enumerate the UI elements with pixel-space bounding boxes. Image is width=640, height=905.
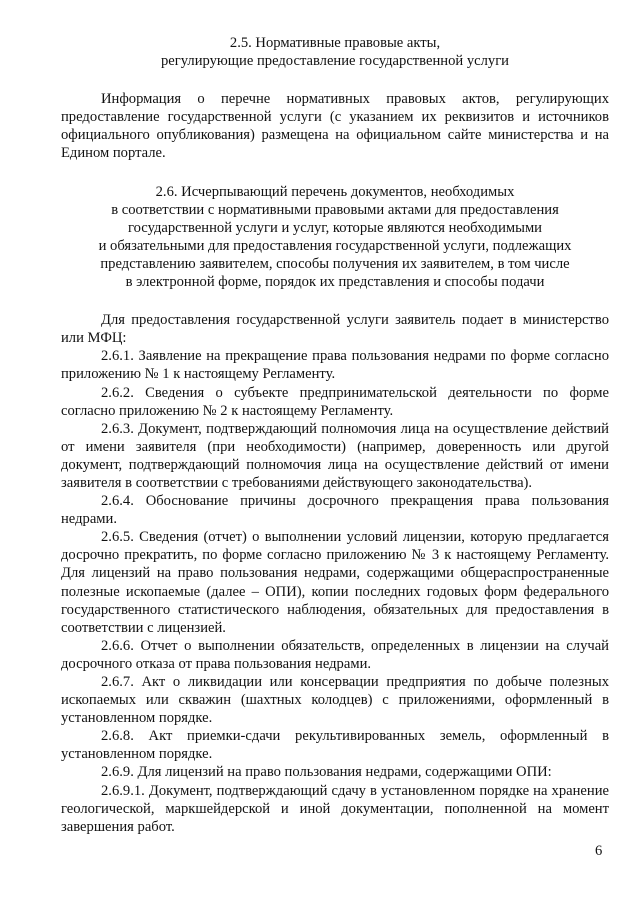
list-item-2-6-3: 2.6.3. Документ, подтверждающий полномочия лица на осуществление действий от имени заявителя (при необходимости) (например, доверенность или другой документ, подтверждающий полномочия лица на осуществление действий от имени заявителя в соответствии с требованиями действующего законодательства).	[61, 420, 609, 491]
paragraph-legal-acts-info: Информация о перечне нормативных правовых актов, регулирующих предоставление государственной услуги (с указанием их реквизитов и источников официального опубликования) размещена на официальном сайте министерства и на Едином портале.	[61, 91, 609, 162]
list-item-2-6-7: 2.6.7. Акт о ликвидации или консервации предприятия по добыче полезных ископаемых или скважин (шахтных колодцев) с приложениями, оформленный в установленном порядке.	[61, 674, 609, 727]
list-item-2-6-5: 2.6.5. Сведения (отчет) о выполнении условий лицензии, которую предлагается досрочно прекратить, по форме согласно приложению № 3 к настоящему Регламенту. Для лицензий на право пользования недрами, содержащими общераспространенные полезные ископаемые (далее – ОПИ), копии последних годовых форм федерального государственного статистического наблюдения, обязательных для предоставления в соответствии с лицензией.	[61, 529, 609, 636]
page-number: 6	[595, 843, 603, 859]
list-item-2-6-6: 2.6.6. Отчет о выполнении обязательств, определенных в лицензии на случай досрочного отказа от права пользования недрами.	[61, 637, 609, 672]
section-heading-2-5: 2.5. Нормативные правовые акты, регулирующие предоставление государственной услуги	[161, 35, 509, 70]
list-item-2-6-9-1: 2.6.9.1. Документ, подтверждающий сдачу в установленном порядке на хранение геологической, маркшейдерской и иной документации, пополненной на момент завершения работ.	[61, 782, 609, 835]
list-item-2-6-4: 2.6.4. Обоснование причины досрочного прекращения права пользования недрами.	[61, 493, 609, 528]
paragraph-lead: Для предоставления государственной услуги заявитель подает в министерство или МФЦ:	[61, 312, 609, 347]
list-item-2-6-2: 2.6.2. Сведения о субъекте предпринимательской деятельности по форме согласно приложению № 2 к настоящему Регламенту.	[61, 384, 609, 419]
list-item-2-6-1: 2.6.1. Заявление на прекращение права пользования недрами по форме согласно приложению № 1 к настоящему Регламенту.	[61, 348, 609, 383]
section-heading-2-6: 2.6. Исчерпывающий перечень документов, необходимых в соответствии с нормативными правовыми актами для предоставления государственной услуги и услуг, которые являются необходимыми и обязательными для предоставления государственной услуги, подлежащих представлению заявителем, способы получения их заявителем, в том числе в электронной форме, порядок их представления и способы подачи	[98, 183, 572, 291]
list-item-2-6-8: 2.6.8. Акт приемки-сдачи рекультивированных земель, оформленный в установленном порядке.	[61, 728, 609, 763]
list-item-2-6-9: 2.6.9. Для лицензий на право пользования недрами, содержащими ОПИ:	[101, 764, 552, 781]
document-page	[61, 34, 609, 836]
